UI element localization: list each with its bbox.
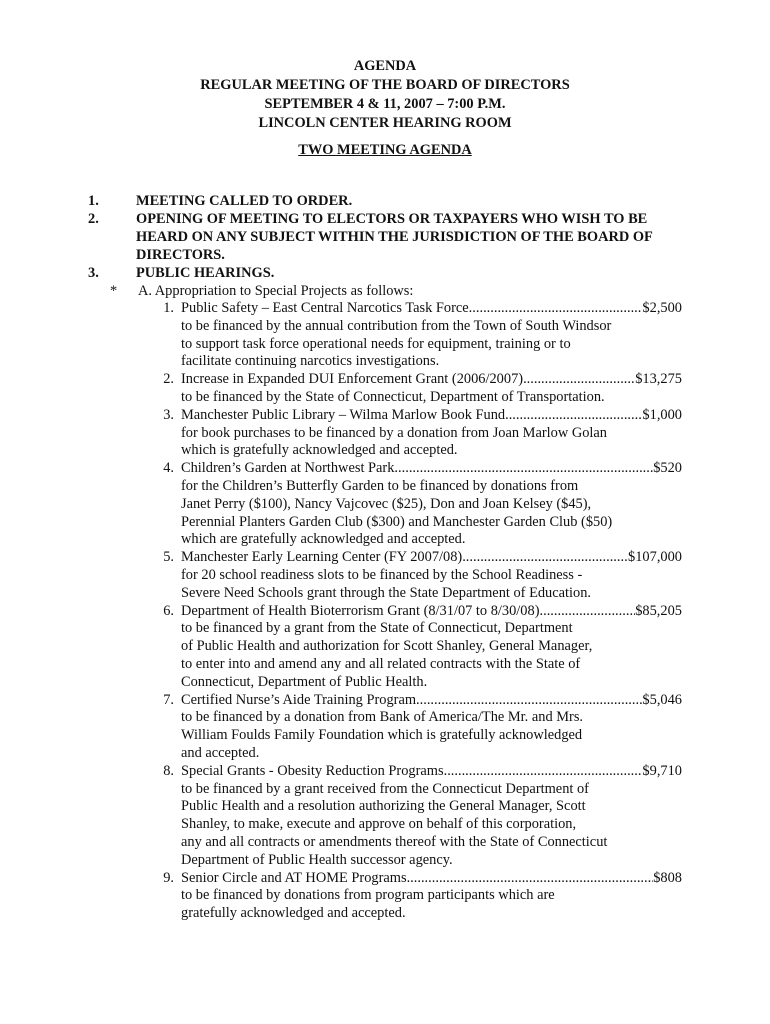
header-location: LINCOLN CENTER HEARING ROOM	[258, 115, 512, 131]
appropriation-item	[156, 692, 682, 763]
subsection-label: A. Appropriation to Special Projects as follows:	[138, 283, 414, 299]
item-number: 4.	[163, 460, 174, 477]
section-number: 2.	[88, 211, 99, 227]
header-date: SEPTEMBER 4 & 11, 2007 – 7:00 P.M.	[264, 96, 506, 112]
appropriation-item	[156, 763, 682, 870]
section-text: PUBLIC HEARINGS.	[136, 265, 275, 281]
item-number: 2.	[163, 371, 174, 388]
item-description: for book purchases to be financed by a donation from Joan Marlow Golan which is gratefully acknowledged and accepted.	[181, 424, 608, 459]
item-description: to be financed by donations from program participants which are gratefully acknowledged and accepted.	[181, 887, 555, 922]
leader-dots	[540, 603, 636, 621]
leader-dots	[505, 407, 642, 425]
leader-dots	[416, 692, 642, 710]
leader-dots	[462, 549, 628, 567]
leader-dots	[407, 870, 654, 888]
appropriation-item	[156, 549, 682, 602]
item-number: 7.	[163, 691, 174, 708]
appropriation-item	[156, 407, 682, 460]
item-title: Manchester Early Learning Center (FY 2007/08)	[181, 549, 463, 566]
item-title: Department of Health Bioterrorism Grant (8/31/07 to 8/30/08)	[181, 602, 540, 619]
action-marker: *	[110, 283, 118, 299]
appropriation-item	[156, 870, 682, 923]
item-amount: $808	[653, 869, 682, 886]
item-title: Special Grants - Obesity Reduction Programs	[181, 762, 444, 779]
section-3	[88, 265, 688, 283]
leader-dots	[523, 371, 635, 389]
leader-dots	[394, 460, 653, 478]
item-description: to be financed by a donation from Bank of America/The Mr. and Mrs. William Foulds Family Foundation which is gratefully acknowledged and accepted.	[181, 709, 584, 761]
item-description: to be financed by a grant received from the Connecticut Department of Public Health and a resolution authorizing the General Manager, Scott Shanley, to make, execute and approve on behalf of this corporation, any and all contracts or amendments thereof with the State of Connecticut Department of Public Health successor agency.	[181, 780, 608, 868]
appropriation-item	[156, 460, 682, 549]
item-number: 6.	[163, 602, 174, 619]
section-number: 3.	[88, 265, 99, 281]
leader-dots	[444, 763, 643, 781]
item-title: Public Safety – East Central Narcotics Task Force	[181, 300, 469, 316]
appropriation-item	[156, 371, 682, 407]
section-text: OPENING OF MEETING TO ELECTORS OR TAXPAYERS WHO WISH TO BE HEARD ON ANY SUBJECT WITHIN THE JURISDICTION OF THE BOARD OF DIRECTORS.	[136, 211, 653, 263]
appropriation-item	[156, 603, 682, 692]
section-number: 1.	[88, 193, 99, 209]
item-amount: $85,205	[635, 602, 682, 619]
item-number: 8.	[163, 762, 174, 779]
appropriation-list	[156, 300, 682, 923]
item-title: Children’s Garden at Northwest Park	[181, 460, 395, 477]
header-title: AGENDA	[353, 58, 417, 74]
appropriation-item	[156, 300, 682, 371]
section-text: MEETING CALLED TO ORDER.	[136, 193, 353, 209]
item-amount: $520	[653, 460, 682, 477]
section-2	[88, 211, 688, 264]
item-number: 9.	[163, 869, 174, 886]
item-number: 1.	[163, 300, 174, 316]
item-title: Manchester Public Library – Wilma Marlow Book Fund	[181, 406, 506, 423]
item-amount: $9,710	[642, 762, 682, 779]
item-description: to be financed by the annual contribution from the Town of South Windsor to support task force operational needs for equipment, training or to facilitate continuing narcotics investigations.	[181, 317, 612, 370]
leader-dots	[469, 300, 643, 318]
item-amount: $107,000	[628, 549, 682, 566]
header-subtitle: TWO MEETING AGENDA	[298, 142, 472, 158]
item-amount: $5,046	[642, 691, 682, 708]
agenda-header	[0, 57, 770, 160]
item-description: for the Children’s Butterfly Garden to be financed by donations from Janet Perry ($100), Nancy Vajcovec ($25), Don and Joan Kelsey ($45), Perennial Planters Garden Club ($300) and Manchester Garden Club ($50) which are gratefully acknowledged and accepted.	[181, 477, 613, 548]
item-amount: $2,500	[642, 300, 682, 316]
item-description: to be financed by a grant from the State of Connecticut, Department of Public Health and authorization for Scott Shanley, General Manager, to enter into and amend any and all related contracts with the State of Connecticut, Department of Public Health.	[181, 620, 593, 690]
item-description: to be financed by the State of Connecticut, Department of Transportation.	[181, 388, 605, 405]
item-amount: $13,275	[635, 371, 682, 388]
section-1	[88, 193, 688, 211]
item-description: for 20 school readiness slots to be financed by the School Readiness - Severe Need Schools grant through the State Department of Education.	[181, 566, 592, 601]
header-meeting-name: REGULAR MEETING OF THE BOARD OF DIRECTORS	[200, 77, 570, 93]
item-number: 5.	[163, 549, 174, 566]
item-title: Certified Nurse’s Aide Training Program	[181, 691, 417, 708]
item-title: Senior Circle and AT HOME Programs	[181, 869, 407, 886]
item-number: 3.	[163, 406, 174, 423]
item-amount: $1,000	[642, 406, 682, 423]
item-title: Increase in Expanded DUI Enforcement Grant (2006/2007)	[181, 371, 524, 388]
